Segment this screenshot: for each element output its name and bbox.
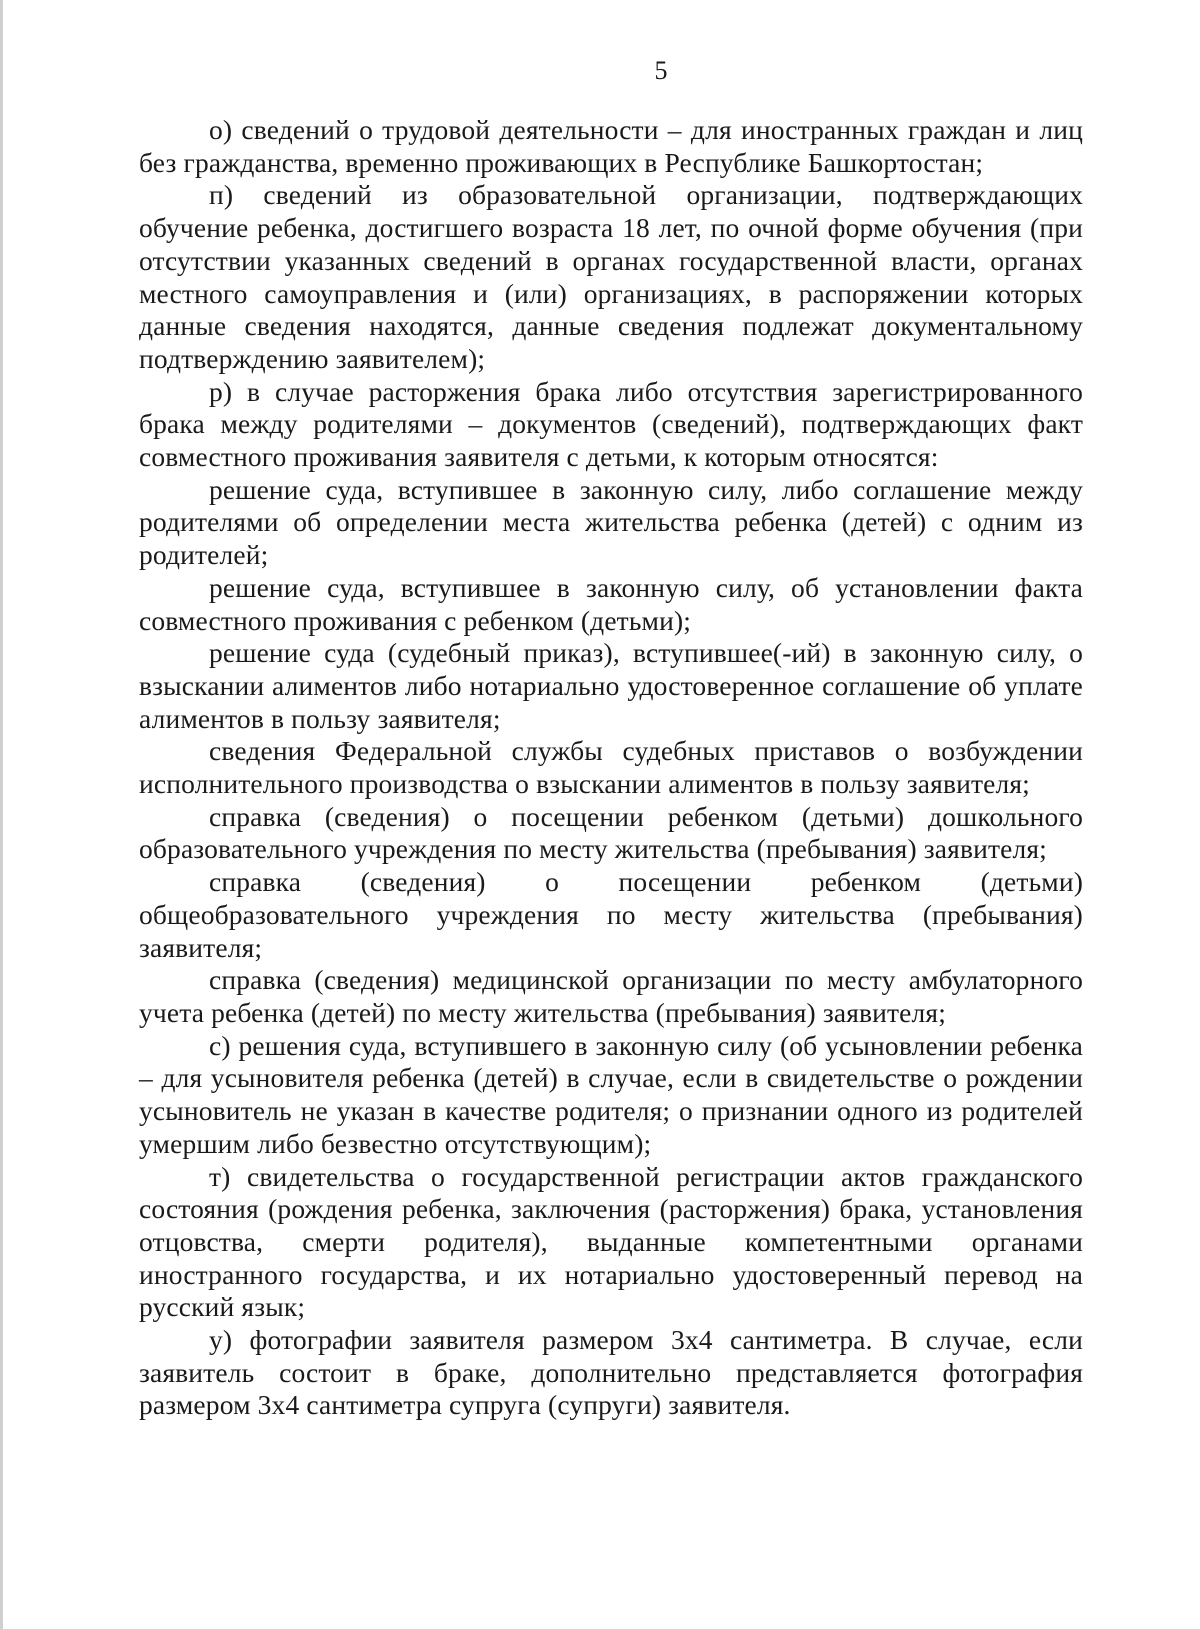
paragraph-court-order-alimony: решение суда (судебный приказ), вступившее(-ий) в законную силу, о взыскании алиментов либо нотариально удостоверенное соглашение об уплате алиментов в пользу заявителя; [139,637,1083,734]
paragraph-preschool-certificate: справка (сведения) о посещении ребенком (детьми) дошкольного образовательного учреждения по месту жительства (пребывания) заявителя; [139,800,1083,865]
paragraph-court-decision-cohabitation: решение суда, вступившее в законную силу, об установлении факта совместного проживания с ребенком (детьми); [139,571,1083,636]
paragraph-t: т) свидетельства о государственной регистрации актов гражданского состояния (рождения ребенка, заключения (расторжения) брака, установления отцовства, смерти родителя), выданные компетентными органами иностранного государства, и их нотариально удостоверенный перевод на русский язык; [139,1160,1083,1323]
paragraph-s: с) решения суда, вступившего в законную силу (об усыновлении ребенка – для усыновителя ребенка (детей) в случае, если в свидетельстве о рождении усыновитель не указан в качестве родителя; о признании одного из родителей умершим либо безвестно отсутствующим); [139,1029,1083,1159]
paragraph-medical-certificate: справка (сведения) медицинской организации по месту амбулаторного учета ребенка (детей) по месту жительства (пребывания) заявителя; [139,964,1083,1028]
paragraph-o: о) сведений о трудовой деятельности – для иностранных граждан и лиц без гражданства, временно проживающих в Республике Башкортостан; [139,114,1083,178]
paragraph-u: у) фотографии заявителя размером 3x4 сантиметра. В случае, если заявитель состоит в браке, дополнительно представляется фотография размером 3x4 сантиметра супруга (супруги) заявителя. [139,1324,1083,1421]
paragraph-p: п) сведений из образовательной организации, подтверждающих обучение ребенка, достигшего возраста 18 лет, по очной форме обучения (при отсутствии указанных сведений в органах государственной власти, органах местного самоуправления и (или) организациях, в распоряжении которых данные сведения находятся, данные сведения подлежат документальному подтверждению заявителем); [139,179,1083,374]
paragraph-bailiff-service: сведения Федеральной службы судебных приставов о возбуждении исполнительного производства о взыскании алиментов в пользу заявителя; [139,735,1083,800]
paragraph-court-decision-residence: решение суда, вступившее в законную силу, либо соглашение между родителями об определении места жительства ребенка (детей) с одним из родителей; [139,473,1083,571]
page-number: 5 [654,56,668,85]
scan-edge [0,0,3,1629]
paragraph-school-certificate: справка (сведения) о посещении ребенком (детьми) общеобразовательного учреждения по месту жительства (пребывания) заявителя; [139,866,1083,963]
paragraph-r: р) в случае расторжения брака либо отсутствия зарегистрированного брака между родителями – документов (сведений), подтверждающих факт совместного проживания заявителя с детьми, к которым относятся: [139,375,1083,473]
document-body [139,114,1083,1422]
